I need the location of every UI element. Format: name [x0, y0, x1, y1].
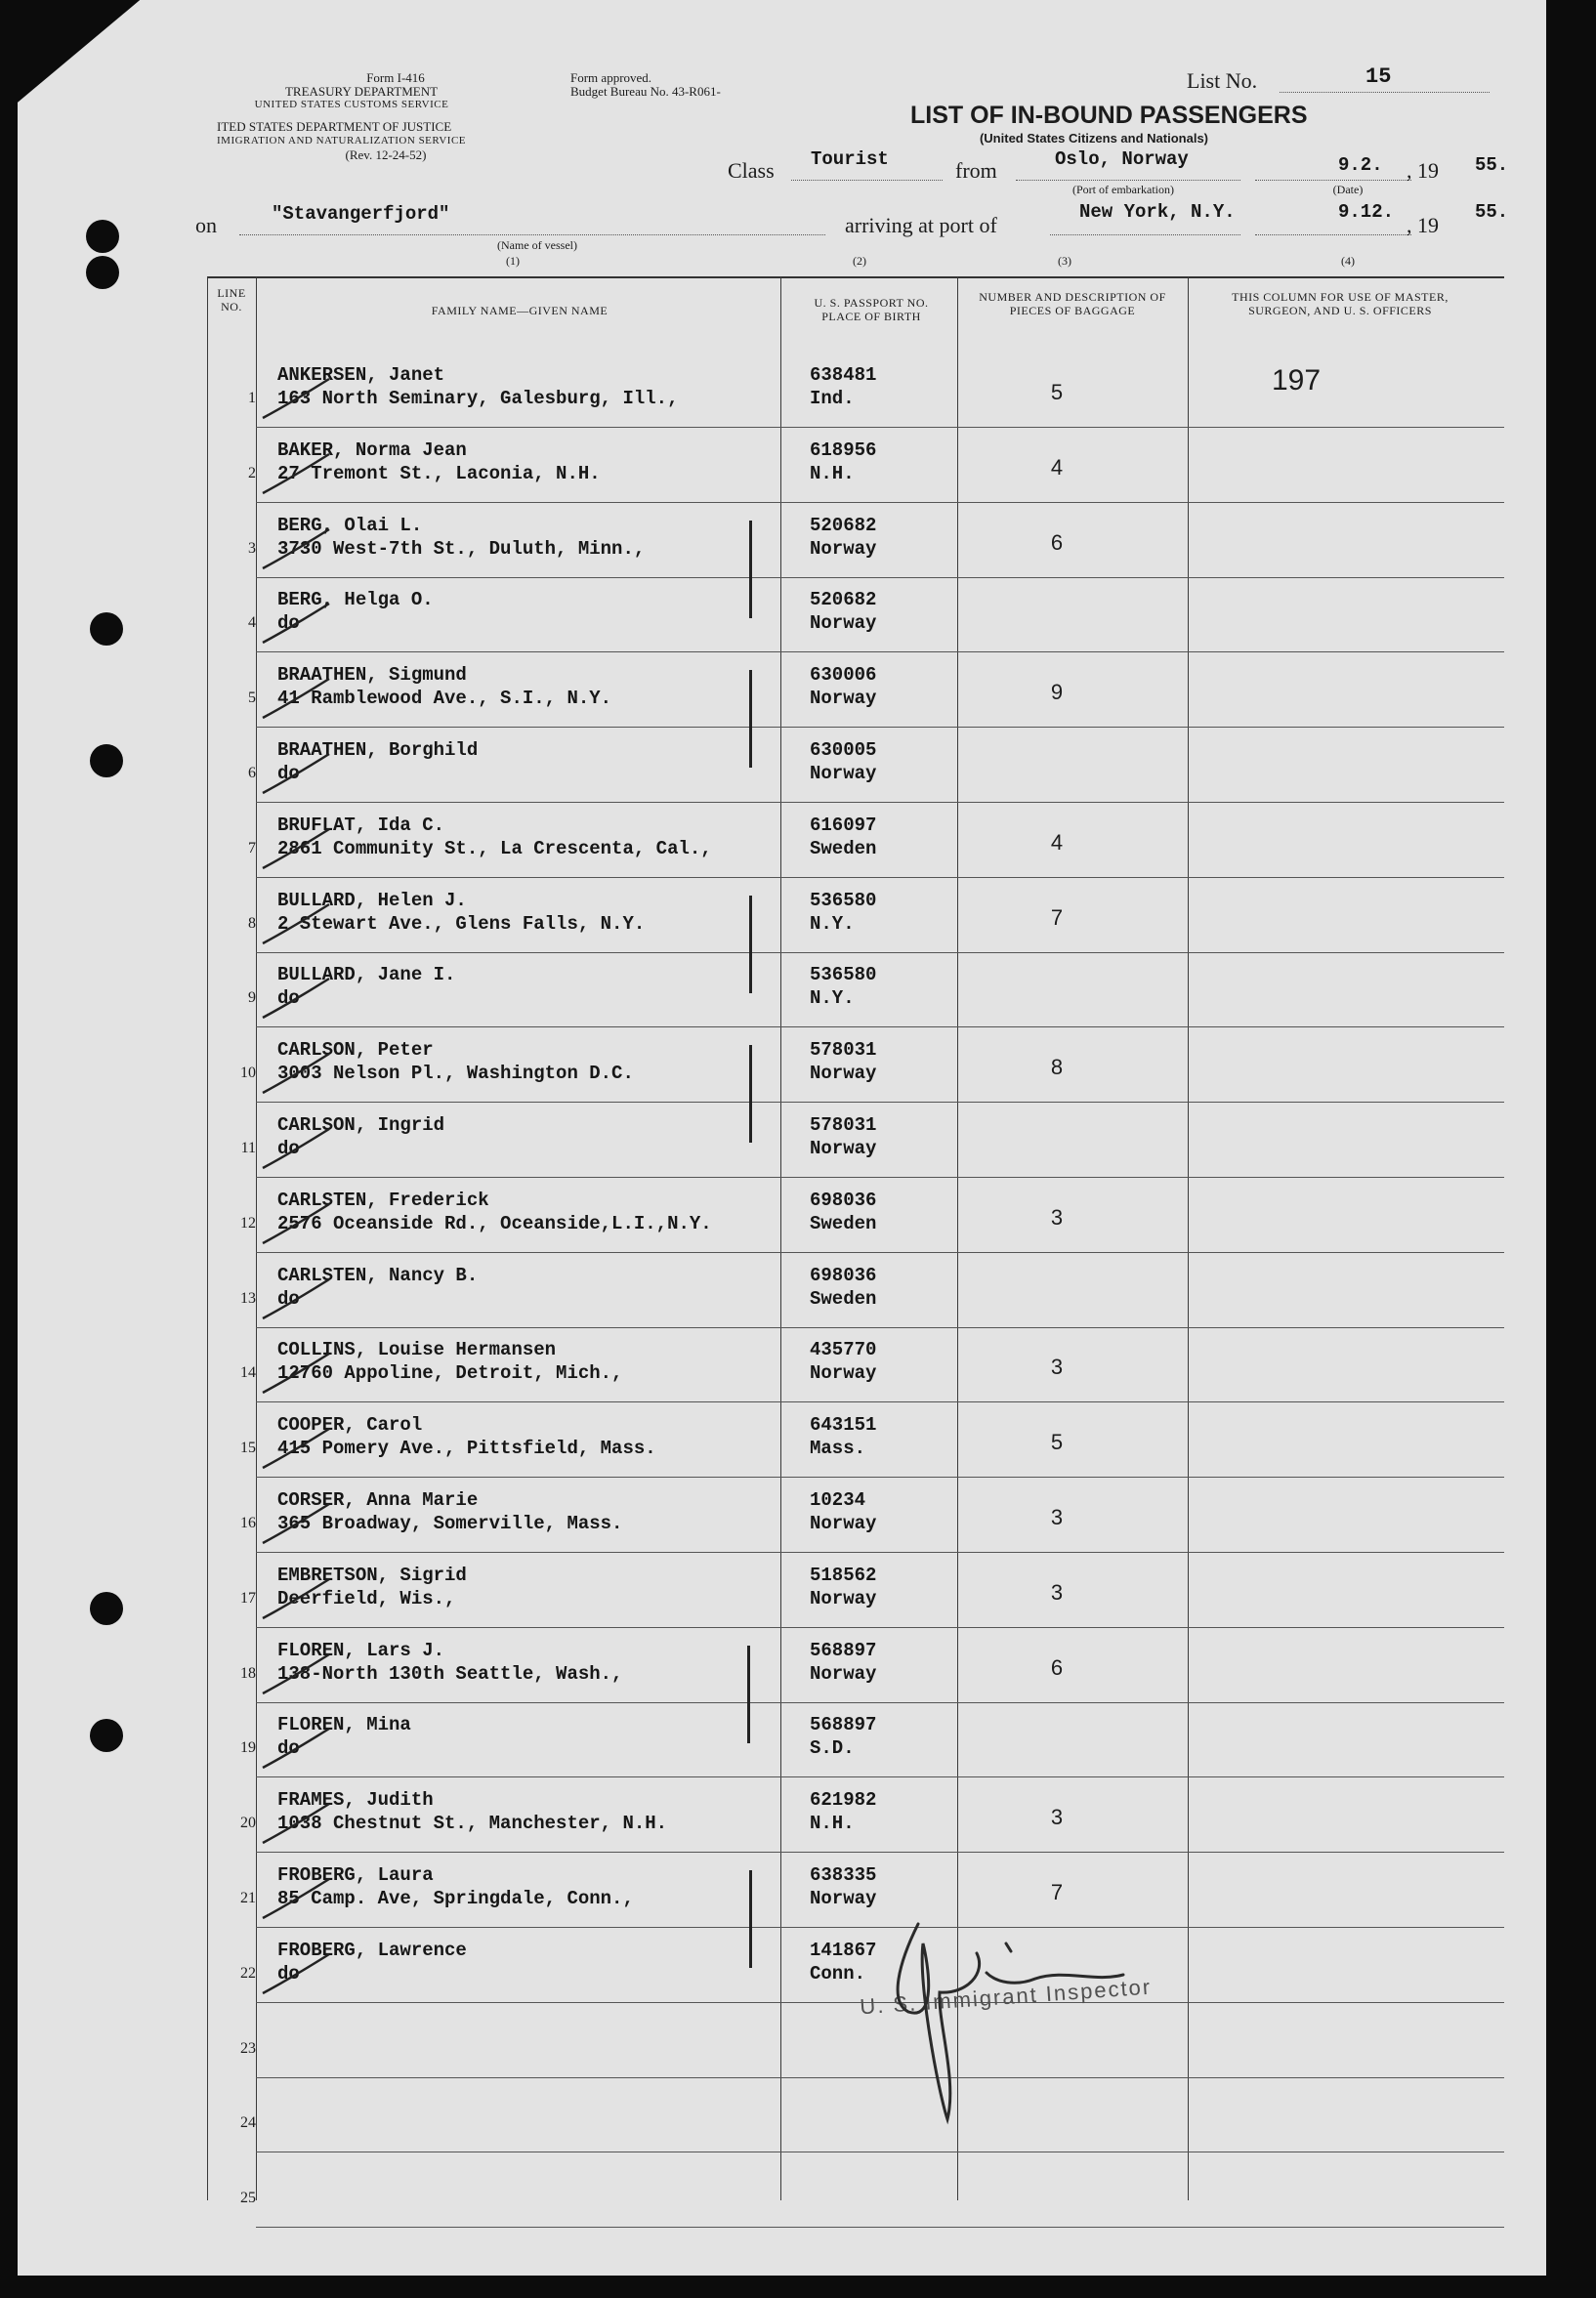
embarkation-port: Oslo, Norway — [1055, 148, 1189, 170]
from-label: from — [955, 158, 997, 183]
check-mark — [261, 1274, 339, 1323]
check-mark — [261, 974, 339, 1023]
check-mark — [261, 1049, 339, 1098]
check-mark — [261, 1124, 339, 1173]
check-mark — [261, 899, 339, 948]
check-mark — [261, 524, 339, 573]
passenger-name: BRAATHEN, Borghild — [277, 739, 479, 761]
table-row — [207, 1928, 1504, 2002]
table-row — [207, 2003, 1504, 2077]
place-of-birth: Norway — [810, 1513, 877, 1534]
passport-number: 10234 — [810, 1489, 866, 1511]
form-subtitle: (United States Citizens and Nationals) — [979, 131, 1209, 146]
family-bracket — [749, 1045, 752, 1143]
table-row — [207, 1402, 1504, 1477]
passport-number: 638481 — [810, 364, 877, 386]
place-of-birth: Sweden — [810, 837, 877, 859]
passenger-address: do — [277, 987, 300, 1010]
place-of-birth: N.H. — [810, 1813, 855, 1835]
passenger-name: FROBERG, Laura — [277, 1864, 434, 1886]
table-row — [207, 728, 1504, 802]
place-of-birth: Norway — [810, 1138, 877, 1159]
embarkation-date: 9.2. — [1338, 154, 1383, 176]
baggage-count: 4 — [1050, 454, 1064, 480]
passenger-name: CARLSTEN, Frederick — [277, 1189, 489, 1211]
list-no-value: 15 — [1365, 64, 1392, 89]
column-header-baggage: NUMBER AND DESCRIPTION OF PIECES OF BAGGAGE — [979, 290, 1166, 317]
line-number: 9 — [248, 989, 256, 1007]
arrival-date: 9.12. — [1338, 201, 1395, 223]
column-number-3: (3) — [1058, 254, 1071, 268]
place-of-birth: Norway — [810, 612, 877, 635]
passenger-name: BRAATHEN, Sigmund — [277, 664, 467, 687]
passenger-address: 3730 West-7th St., Duluth, Minn., — [277, 537, 646, 560]
list-no-line — [1280, 92, 1490, 93]
check-mark — [261, 599, 339, 648]
binder-hole — [90, 1592, 123, 1625]
binder-hole — [90, 744, 123, 777]
baggage-count: 7 — [1050, 1880, 1064, 1904]
table-row — [207, 878, 1504, 952]
line-number: 24 — [240, 2114, 256, 2132]
baggage-count: 5 — [1050, 1430, 1064, 1455]
column-number-4: (4) — [1341, 254, 1355, 268]
place-of-birth: Norway — [810, 537, 877, 560]
column-number-2: (2) — [853, 254, 866, 268]
passenger-name: ANKERSEN, Janet — [277, 364, 445, 386]
check-mark — [261, 1199, 339, 1248]
baggage-count: 9 — [1050, 680, 1064, 705]
arrival-year: 55. — [1475, 201, 1509, 223]
passenger-name: FLOREN, Lars J. — [277, 1639, 445, 1661]
passport-number: 141867 — [810, 1939, 877, 1961]
passport-number: 618956 — [810, 439, 877, 461]
officer-note: 197 — [1272, 364, 1322, 397]
baggage-count: 7 — [1050, 904, 1064, 930]
line-number: 8 — [248, 914, 256, 932]
class-label: Class — [728, 158, 775, 183]
baggage-count: 8 — [1050, 1055, 1064, 1080]
check-mark — [261, 1724, 339, 1773]
row-divider — [256, 2227, 1504, 2228]
passenger-name: COLLINS, Louise Hermansen — [277, 1339, 557, 1361]
port-embarkation-caption: (Port of embarkation) — [1072, 183, 1174, 196]
department-justice: ITED STATES DEPARTMENT OF JUSTICE — [217, 119, 452, 134]
table-row — [207, 353, 1504, 427]
passenger-address: 12760 Appoline, Detroit, Mich., — [277, 1362, 623, 1385]
column-number-1: (1) — [506, 254, 520, 268]
passenger-name: BRUFLAT, Ida C. — [277, 814, 445, 836]
passenger-name: CORSER, Anna Marie — [277, 1489, 479, 1511]
passenger-name: CARLSON, Peter — [277, 1039, 434, 1062]
baggage-count: 6 — [1050, 529, 1064, 555]
place-of-birth: Sweden — [810, 1212, 877, 1234]
vessel-name: "Stavangerfjord" — [272, 203, 450, 225]
table-row — [207, 1178, 1504, 1252]
department-treasury: TREASURY DEPARTMENT — [284, 84, 439, 99]
passenger-name: CARLSTEN, Nancy B. — [277, 1264, 479, 1286]
passenger-address: 415 Pomery Ave., Pittsfield, Mass. — [277, 1438, 656, 1460]
line-number: 17 — [240, 1589, 256, 1607]
table-row — [207, 2077, 1504, 2152]
table-row — [207, 1553, 1504, 1627]
department-immigration: IMIGRATION AND NATURALIZATION SERVICE — [217, 135, 467, 146]
baggage-count: 3 — [1050, 1355, 1064, 1380]
family-bracket — [749, 670, 752, 768]
passport-number: 578031 — [810, 1114, 877, 1136]
passenger-address: 138-North 130th Seattle, Wash., — [277, 1662, 623, 1685]
line-number: 1 — [248, 390, 256, 406]
table-row — [207, 577, 1504, 651]
class-value: Tourist — [811, 148, 889, 170]
line-number: 2 — [248, 464, 256, 481]
place-of-birth: Norway — [810, 1662, 877, 1685]
class-line — [791, 180, 943, 181]
family-bracket — [749, 896, 752, 993]
line-number: 3 — [248, 539, 256, 557]
check-mark — [261, 1349, 339, 1398]
list-no-label: List No. — [1187, 68, 1258, 93]
column-header-line-no: LINE NO. — [217, 286, 246, 313]
table-row — [207, 1777, 1504, 1852]
baggage-count: 3 — [1050, 1505, 1064, 1529]
department-customs: UNITED STATES CUSTOMS SERVICE — [254, 99, 449, 110]
place-of-birth: N.Y. — [810, 987, 855, 1010]
table-row — [207, 952, 1504, 1026]
inspector-stamp: U. S. Immigrant Inspector — [859, 1974, 1153, 2020]
passenger-name: FLOREN, Mina — [277, 1714, 411, 1736]
binder-hole — [90, 1719, 123, 1752]
table-row — [207, 503, 1504, 577]
baggage-count: 3 — [1050, 1579, 1064, 1605]
line-number: 16 — [240, 1515, 256, 1531]
passenger-name: BULLARD, Helen J. — [277, 889, 467, 911]
date-caption: (Date) — [1332, 183, 1364, 196]
line-number: 25 — [240, 2190, 256, 2207]
passenger-table — [207, 276, 1504, 2207]
passenger-name: BERG, Helga O. — [277, 589, 434, 611]
table-row — [207, 1628, 1504, 1702]
passport-number: 578031 — [810, 1039, 877, 1062]
table-row — [207, 803, 1504, 877]
check-mark — [261, 1499, 339, 1548]
form-revision: (Rev. 12-24-52) — [345, 147, 427, 162]
family-bracket — [747, 1646, 750, 1743]
passport-number: 435770 — [810, 1339, 877, 1361]
place-of-birth: N.H. — [810, 462, 855, 484]
passenger-address: Deerfield, Wis., — [277, 1587, 456, 1609]
passenger-address: do — [277, 1287, 300, 1310]
passport-number: 536580 — [810, 889, 877, 911]
place-of-birth: Conn. — [810, 1962, 866, 1985]
line-number: 11 — [240, 1140, 256, 1156]
table-row — [207, 652, 1504, 727]
passenger-address: 85 Camp. Ave, Springdale, Conn., — [277, 1888, 634, 1909]
passenger-name: BERG, Olai L. — [277, 514, 423, 536]
baggage-count: 4 — [1050, 829, 1064, 855]
passenger-name: BULLARD, Jane I. — [277, 964, 456, 986]
from-line — [1016, 180, 1240, 181]
line-number: 13 — [240, 1289, 256, 1307]
passport-number: 630006 — [810, 664, 877, 687]
passenger-address: 2 Stewart Ave., Glens Falls, N.Y. — [277, 912, 646, 935]
binder-hole — [86, 256, 119, 289]
passport-number: 568897 — [810, 1714, 877, 1736]
check-mark — [261, 824, 339, 873]
passport-number: 536580 — [810, 964, 877, 986]
line-number: 22 — [240, 1964, 256, 1982]
passenger-address: do — [277, 1138, 300, 1159]
line-number: 23 — [240, 2039, 256, 2057]
check-mark — [261, 1949, 339, 1998]
table-row — [207, 1327, 1504, 1401]
passenger-address: do — [277, 763, 300, 784]
check-mark — [261, 449, 339, 498]
place-of-birth: Norway — [810, 763, 877, 784]
on-label: on — [195, 213, 217, 237]
year-prefix-2: , 19 — [1407, 213, 1439, 237]
passenger-address: 163 North Seminary, Galesburg, Ill., — [277, 388, 679, 409]
year-prefix-1: , 19 — [1407, 158, 1439, 183]
passport-number: 520682 — [810, 589, 877, 611]
passport-number: 518562 — [810, 1564, 877, 1586]
line-number: 5 — [248, 689, 256, 707]
budget-bureau: Budget Bureau No. 43-R061- — [570, 84, 721, 99]
passenger-address: 2861 Community St., La Crescenta, Cal., — [277, 837, 712, 859]
column-header-passport: U. S. PASSPORT NO. PLACE OF BIRTH — [814, 296, 929, 323]
place-of-birth: Norway — [810, 1587, 877, 1609]
place-of-birth: Sweden — [810, 1287, 877, 1310]
baggage-count: 5 — [1050, 380, 1064, 404]
check-mark — [261, 1574, 339, 1623]
passenger-address: 3003 Nelson Pl., Washington D.C. — [277, 1063, 634, 1085]
passport-number: 698036 — [810, 1189, 877, 1211]
baggage-count: 6 — [1050, 1654, 1064, 1680]
line-number: 12 — [240, 1214, 256, 1232]
line-number: 19 — [240, 1739, 256, 1757]
line-number: 7 — [248, 839, 256, 857]
form-title: LIST OF IN-BOUND PASSENGERS — [910, 102, 1308, 129]
place-of-birth: S.D. — [810, 1737, 855, 1760]
passport-number: 638335 — [810, 1864, 877, 1886]
check-mark — [261, 1424, 339, 1473]
from-date-line — [1255, 180, 1411, 181]
passenger-name: FRAMES, Judith — [277, 1789, 434, 1812]
line-number: 10 — [240, 1065, 256, 1082]
table-row — [207, 428, 1504, 502]
table-row — [207, 1853, 1504, 1927]
place-of-birth: Norway — [810, 1888, 877, 1909]
line-number: 15 — [240, 1440, 256, 1457]
place-of-birth: Mass. — [810, 1438, 866, 1460]
passenger-name: COOPER, Carol — [277, 1414, 423, 1437]
arrival-port: New York, N.Y. — [1079, 201, 1236, 223]
arrival-date-line — [1255, 234, 1411, 235]
baggage-count: 3 — [1050, 1204, 1064, 1230]
passport-number: 621982 — [810, 1789, 877, 1812]
passport-number: 698036 — [810, 1264, 877, 1286]
baggage-count: 3 — [1050, 1805, 1064, 1830]
vessel-line — [239, 234, 825, 235]
passenger-name: CARLSON, Ingrid — [277, 1114, 445, 1136]
place-of-birth: Norway — [810, 688, 877, 710]
passport-number: 643151 — [810, 1414, 877, 1437]
table-row — [207, 1103, 1504, 1177]
line-number: 14 — [240, 1364, 256, 1382]
check-mark — [261, 1799, 339, 1848]
passport-number: 616097 — [810, 814, 877, 836]
passenger-address: do — [277, 1737, 300, 1760]
table-row — [207, 1702, 1504, 1776]
form-number: Form I-416 — [366, 70, 425, 85]
table-row — [207, 1478, 1504, 1552]
line-number: 18 — [240, 1664, 256, 1682]
table-row — [207, 1027, 1504, 1102]
passenger-name: EMBRETSON, Sigrid — [277, 1564, 467, 1586]
inspector-signature — [879, 1904, 1289, 2139]
arrival-port-line — [1050, 234, 1240, 235]
passenger-address: 365 Broadway, Somerville, Mass. — [277, 1513, 623, 1534]
check-mark — [261, 1650, 339, 1698]
place-of-birth: Norway — [810, 1362, 877, 1385]
passenger-name: BAKER, Norma Jean — [277, 439, 467, 461]
passport-number: 630005 — [810, 739, 877, 761]
line-number: 6 — [248, 765, 256, 781]
passport-number: 520682 — [810, 514, 877, 536]
passenger-address: do — [277, 1962, 300, 1985]
form-approved: Form approved. — [570, 70, 652, 85]
binder-hole — [90, 612, 123, 646]
passport-number: 568897 — [810, 1639, 877, 1661]
vessel-caption: (Name of vessel) — [497, 238, 577, 252]
place-of-birth: Ind. — [810, 388, 855, 409]
passenger-address: do — [277, 612, 300, 635]
place-of-birth: Norway — [810, 1063, 877, 1085]
check-mark — [261, 749, 339, 798]
line-number: 4 — [248, 614, 256, 632]
table-row — [207, 2152, 1504, 2227]
column-header-name: FAMILY NAME—GIVEN NAME — [431, 304, 609, 317]
binder-hole — [86, 220, 119, 253]
table-row — [207, 1253, 1504, 1327]
place-of-birth: N.Y. — [810, 912, 855, 935]
passenger-address: 41 Ramblewood Ave., S.I., N.Y. — [277, 688, 612, 710]
passenger-address: 27 Tremont St., Laconia, N.H. — [277, 462, 601, 484]
passenger-address: 2576 Oceanside Rd., Oceanside,L.I.,N.Y. — [277, 1212, 712, 1234]
check-mark — [261, 374, 339, 423]
family-bracket — [749, 521, 752, 618]
check-mark — [261, 674, 339, 723]
arriving-label: arriving at port of — [845, 213, 997, 237]
embarkation-year: 55. — [1475, 154, 1509, 176]
passenger-name: FROBERG, Lawrence — [277, 1939, 467, 1961]
check-mark — [261, 1874, 339, 1923]
column-header-officers: THIS COLUMN FOR USE OF MASTER, SURGEON, AND U. S. OFFICERS — [1232, 290, 1449, 317]
line-number: 21 — [240, 1890, 256, 1906]
family-bracket — [749, 1870, 752, 1968]
passenger-address: 1038 Chestnut St., Manchester, N.H. — [277, 1813, 668, 1835]
line-number: 20 — [240, 1815, 256, 1832]
